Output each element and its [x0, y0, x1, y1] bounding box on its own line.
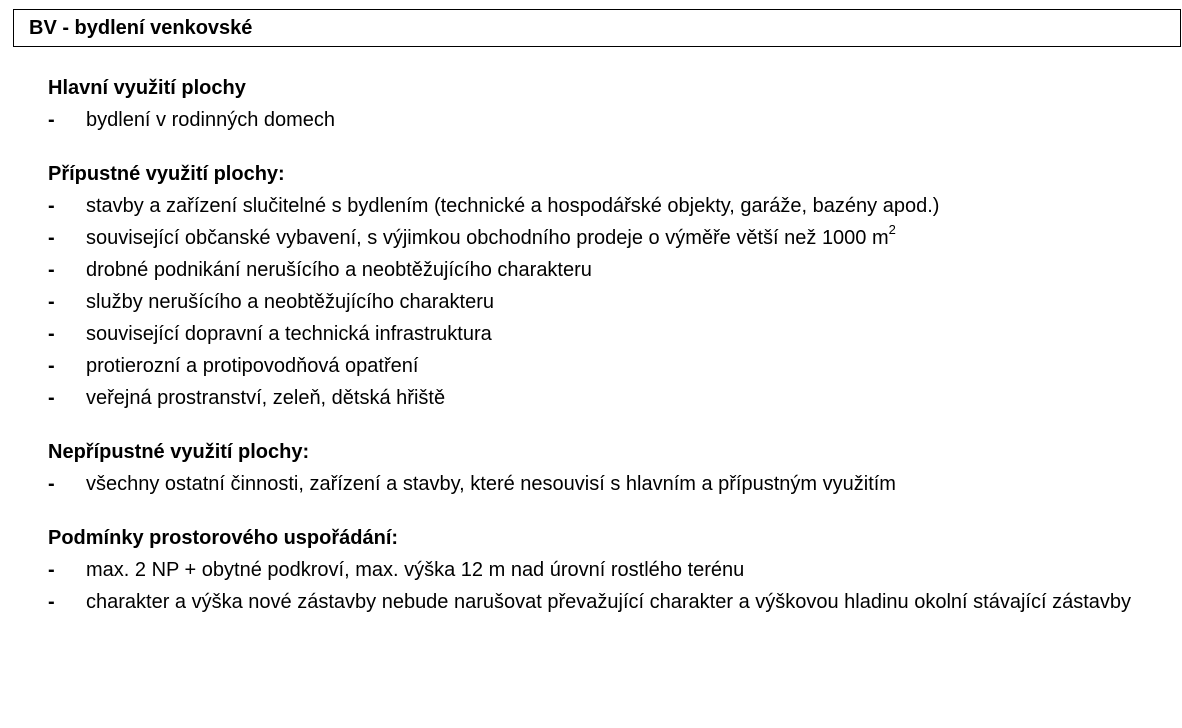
section-list [48, 190, 1168, 414]
list-item [48, 222, 1168, 254]
section-permitted-use [48, 158, 1168, 414]
list-item [48, 350, 1168, 382]
bullet-dash: - [48, 259, 55, 281]
list-item [48, 382, 1168, 414]
list-item [48, 586, 1168, 618]
section-list [48, 104, 1168, 136]
bullet-dash: - [48, 559, 55, 581]
list-item-text: bydlení v rodinných domech [86, 109, 336, 131]
bullet-dash: - [48, 591, 55, 613]
bullet-dash: - [48, 227, 55, 249]
list-item-text: protierozní a protipovodňová opatření [86, 355, 419, 377]
list-item-text: stavby a zařízení slučitelné s bydlením (technické a hospodářské objekty, garáže, bazény apod.) [86, 195, 940, 217]
list-item-text [86, 222, 1168, 254]
section-list [48, 554, 1168, 618]
bullet-dash: - [48, 323, 55, 345]
section-heading: Podmínky prostorového uspořádání: [48, 527, 399, 549]
list-item [48, 554, 1168, 586]
list-item-text: služby nerušícího a neobtěžujícího charakteru [86, 291, 495, 313]
list-item [48, 286, 1168, 318]
list-item [48, 190, 1168, 222]
section-prohibited-use [48, 436, 1168, 500]
list-item-text: charakter a výška nové zástavby nebude narušovat převažující charakter a výškovou hladinu okolní stávající zástavby [86, 591, 1131, 613]
list-item [48, 318, 1168, 350]
list-item-text: veřejná prostranství, zeleň, dětská hřiště [86, 387, 446, 409]
section-spatial-conditions [48, 522, 1168, 618]
list-item-text: drobné podnikání nerušícího a neobtěžujícího charakteru [86, 259, 592, 281]
superscript-exponent: 2 [888, 222, 896, 237]
section-main-use [48, 72, 1168, 136]
section-heading: Nepřípustné využití plochy: [48, 441, 310, 463]
list-item [48, 254, 1168, 286]
list-item-text-main: související občanské vybavení, s výjimkou obchodního prodeje o výměře větší než 1000 m [86, 227, 889, 249]
bullet-dash: - [48, 195, 55, 217]
title-box [13, 9, 1181, 47]
document-content [48, 72, 1168, 618]
list-item-text: max. 2 NP + obytné podkroví, max. výška 12 m nad úrovní rostlého terénu [86, 559, 745, 581]
bullet-dash: - [48, 387, 55, 409]
page-title: BV - bydlení venkovské [29, 16, 253, 39]
bullet-dash: - [48, 473, 55, 495]
bullet-dash: - [48, 109, 55, 131]
list-item-text: všechny ostatní činnosti, zařízení a stavby, které nesouvisí s hlavním a přípustným využitím [86, 473, 896, 495]
section-heading: Hlavní využití plochy [48, 77, 246, 99]
bullet-dash: - [48, 291, 55, 313]
section-heading: Přípustné využití plochy: [48, 163, 285, 185]
list-item [48, 468, 1168, 500]
bullet-dash: - [48, 355, 55, 377]
list-item-text: související dopravní a technická infrastruktura [86, 323, 492, 345]
section-list [48, 468, 1168, 500]
list-item [48, 104, 1168, 136]
